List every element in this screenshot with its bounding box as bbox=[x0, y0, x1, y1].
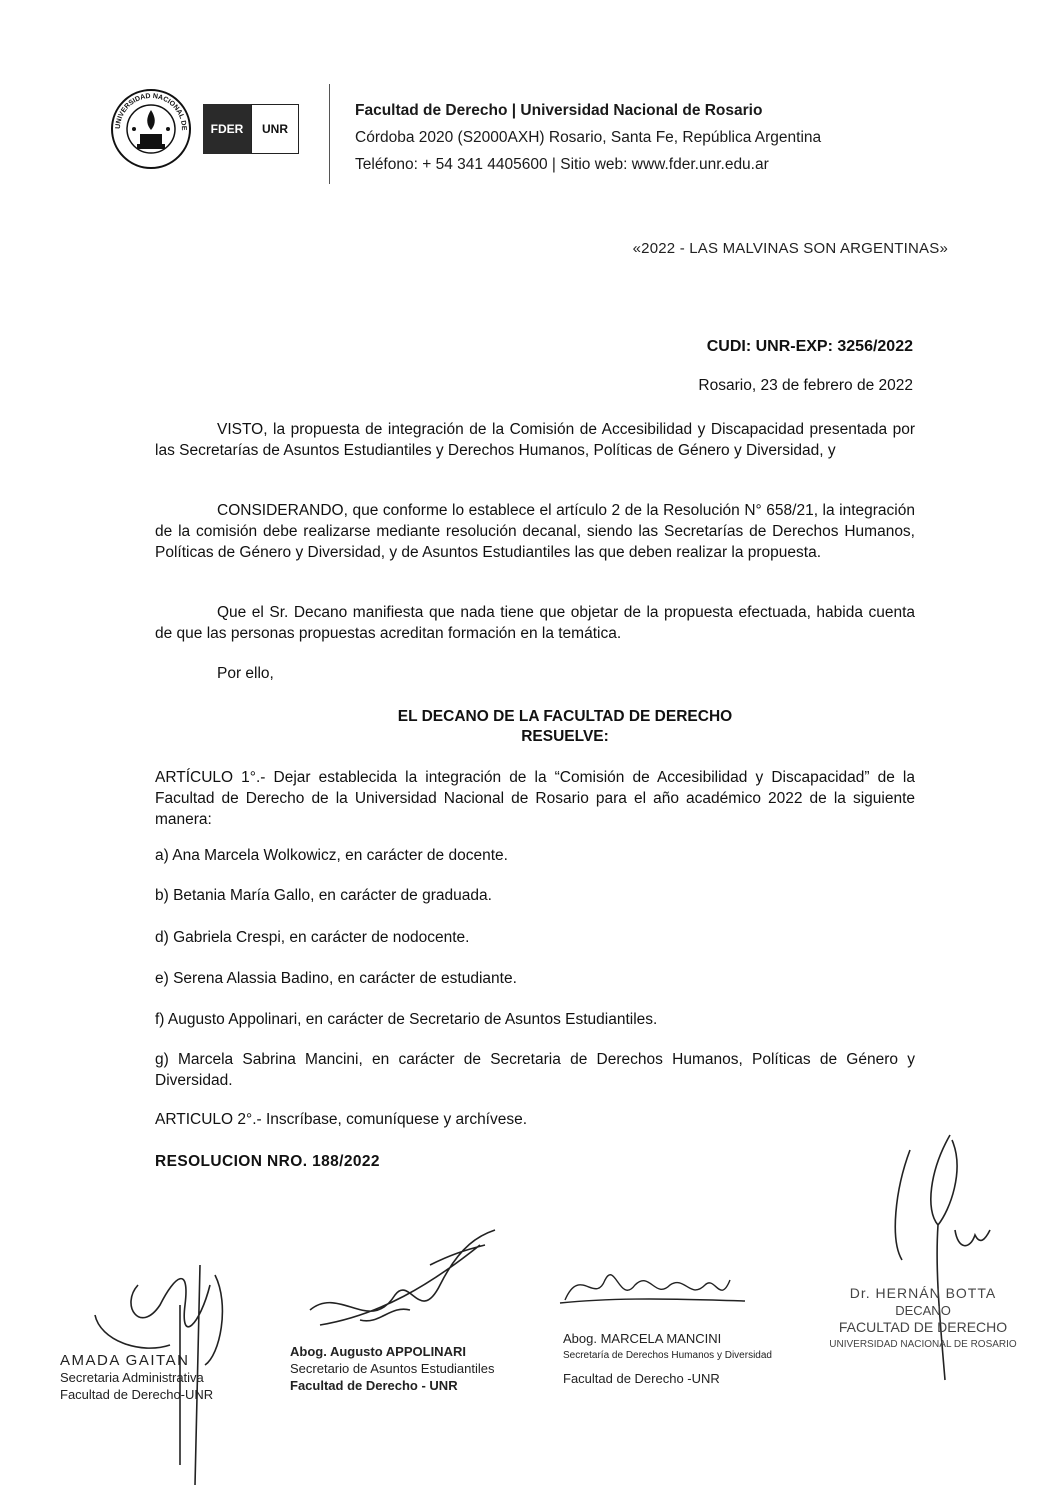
por-ello: Por ello, bbox=[217, 665, 274, 682]
signature-gaitan bbox=[60, 1352, 213, 1403]
signature-scribble-appolinari bbox=[300, 1225, 510, 1355]
signature-name: Dr. HERNÁN BOTTA bbox=[849, 1285, 997, 1301]
article-1: ARTÍCULO 1°.- Dejar establecida la integración de la “Comisión de Accesibilidad y Discapacidad” de la Facultad de Derecho de la Universidad Nacional de Rosario para el año académico 2022 de la siguiente manera: bbox=[155, 769, 915, 828]
signature-name: AMADA GAITAN bbox=[60, 1352, 190, 1369]
list-item: g) Marcela Sabrina Mancini, en carácter de Secretaria de Derechos Humanos, Políticas de Género y Diversidad. bbox=[155, 1051, 915, 1089]
signature-scribble-mancini bbox=[560, 1255, 750, 1325]
signature-role: Secretaria Administrativa bbox=[60, 1370, 204, 1385]
unr-logo: UNR bbox=[251, 104, 299, 154]
signature-org: Facultad de Derecho-UNR bbox=[60, 1387, 214, 1402]
list-item: e) Serena Alassia Badino, en carácter de estudiante. bbox=[155, 970, 517, 987]
signature-name: Abog. Augusto APPOLINARI bbox=[290, 1344, 466, 1359]
signature-name: Abog. MARCELA MANCINI bbox=[563, 1331, 722, 1346]
signature-org: Facultad de Derecho - UNR bbox=[290, 1378, 458, 1393]
list-item: a) Ana Marcela Wolkowicz, en carácter de docente. bbox=[155, 847, 508, 864]
signature-botta bbox=[828, 1285, 1018, 1353]
visto-paragraph: VISTO, la propuesta de integración de la Comisión de Accesibilidad y Discapacidad presentada por las Secretarías de Asuntos Estudiantiles y Derechos Humanos, Políticas de Género y Diversidad, y bbox=[155, 421, 915, 459]
header-divider bbox=[329, 84, 330, 184]
seal-text: UNIVERSIDAD NACIONAL DE bbox=[114, 92, 188, 131]
que-paragraph: Que el Sr. Decano manifiesta que nada tiene que objetar de la propuesta efectuada, habida cuenta de que las personas propuestas acreditan formación en la temática. bbox=[155, 604, 915, 642]
university-seal bbox=[110, 88, 192, 170]
list-item: f) Augusto Appolinari, en carácter de Secretario de Asuntos Estudiantiles. bbox=[155, 1011, 658, 1028]
document-date: Rosario, 23 de febrero de 2022 bbox=[698, 377, 913, 394]
decree-line-1: EL DECANO DE LA FACULTAD DE DERECHO bbox=[397, 708, 733, 725]
fder-logo: FDER bbox=[203, 104, 251, 154]
motto: «2022 - LAS MALVINAS SON ARGENTINAS» bbox=[632, 240, 948, 257]
signature-role: DECANO bbox=[895, 1303, 951, 1318]
decree-heading bbox=[155, 707, 975, 747]
signature-uni: UNIVERSIDAD NACIONAL DE ROSARIO bbox=[829, 1339, 1017, 1350]
signature-role: Secretario de Asuntos Estudiantiles bbox=[290, 1361, 495, 1376]
signature-role: Secretaría de Derechos Humanos y Diversidad bbox=[563, 1350, 772, 1361]
signature-mancini bbox=[563, 1330, 772, 1387]
article-2: ARTICULO 2°.- Inscríbase, comuníquese y archívese. bbox=[155, 1111, 528, 1128]
list-item: b) Betania María Gallo, en carácter de graduada. bbox=[155, 887, 492, 904]
considerando-paragraph: CONSIDERANDO, que conforme lo establece el artículo 2 de la Resolución N° 658/21, la integración de la comisión debe realizarse mediante resolución decanal, siendo las Secretarías de Derechos Humanos, Políticas de Género y Diversidad, y de Asuntos Estudiantiles las que deben realizar la propuesta. bbox=[155, 502, 915, 561]
signature-org: FACULTAD DE DERECHO bbox=[838, 1319, 1008, 1335]
institution-name: Facultad de Derecho | Universidad Nacional de Rosario bbox=[355, 102, 763, 119]
resolution-number: RESOLUCION NRO. 188/2022 bbox=[155, 1153, 380, 1170]
signature-org: Facultad de Derecho -UNR bbox=[563, 1371, 720, 1386]
decree-line-2: RESUELVE: bbox=[521, 728, 609, 745]
cudi-number: CUDI: UNR-EXP: 3256/2022 bbox=[706, 338, 913, 355]
signature-appolinari bbox=[290, 1343, 495, 1394]
list-item: d) Gabriela Crespi, en carácter de nodocente. bbox=[155, 929, 470, 946]
institution-address: Córdoba 2020 (S2000AXH) Rosario, Santa Fe, República Argentina bbox=[355, 129, 822, 146]
institution-contact: Teléfono: + 54 341 4405600 | Sitio web: www.fder.unr.edu.ar bbox=[355, 156, 769, 173]
